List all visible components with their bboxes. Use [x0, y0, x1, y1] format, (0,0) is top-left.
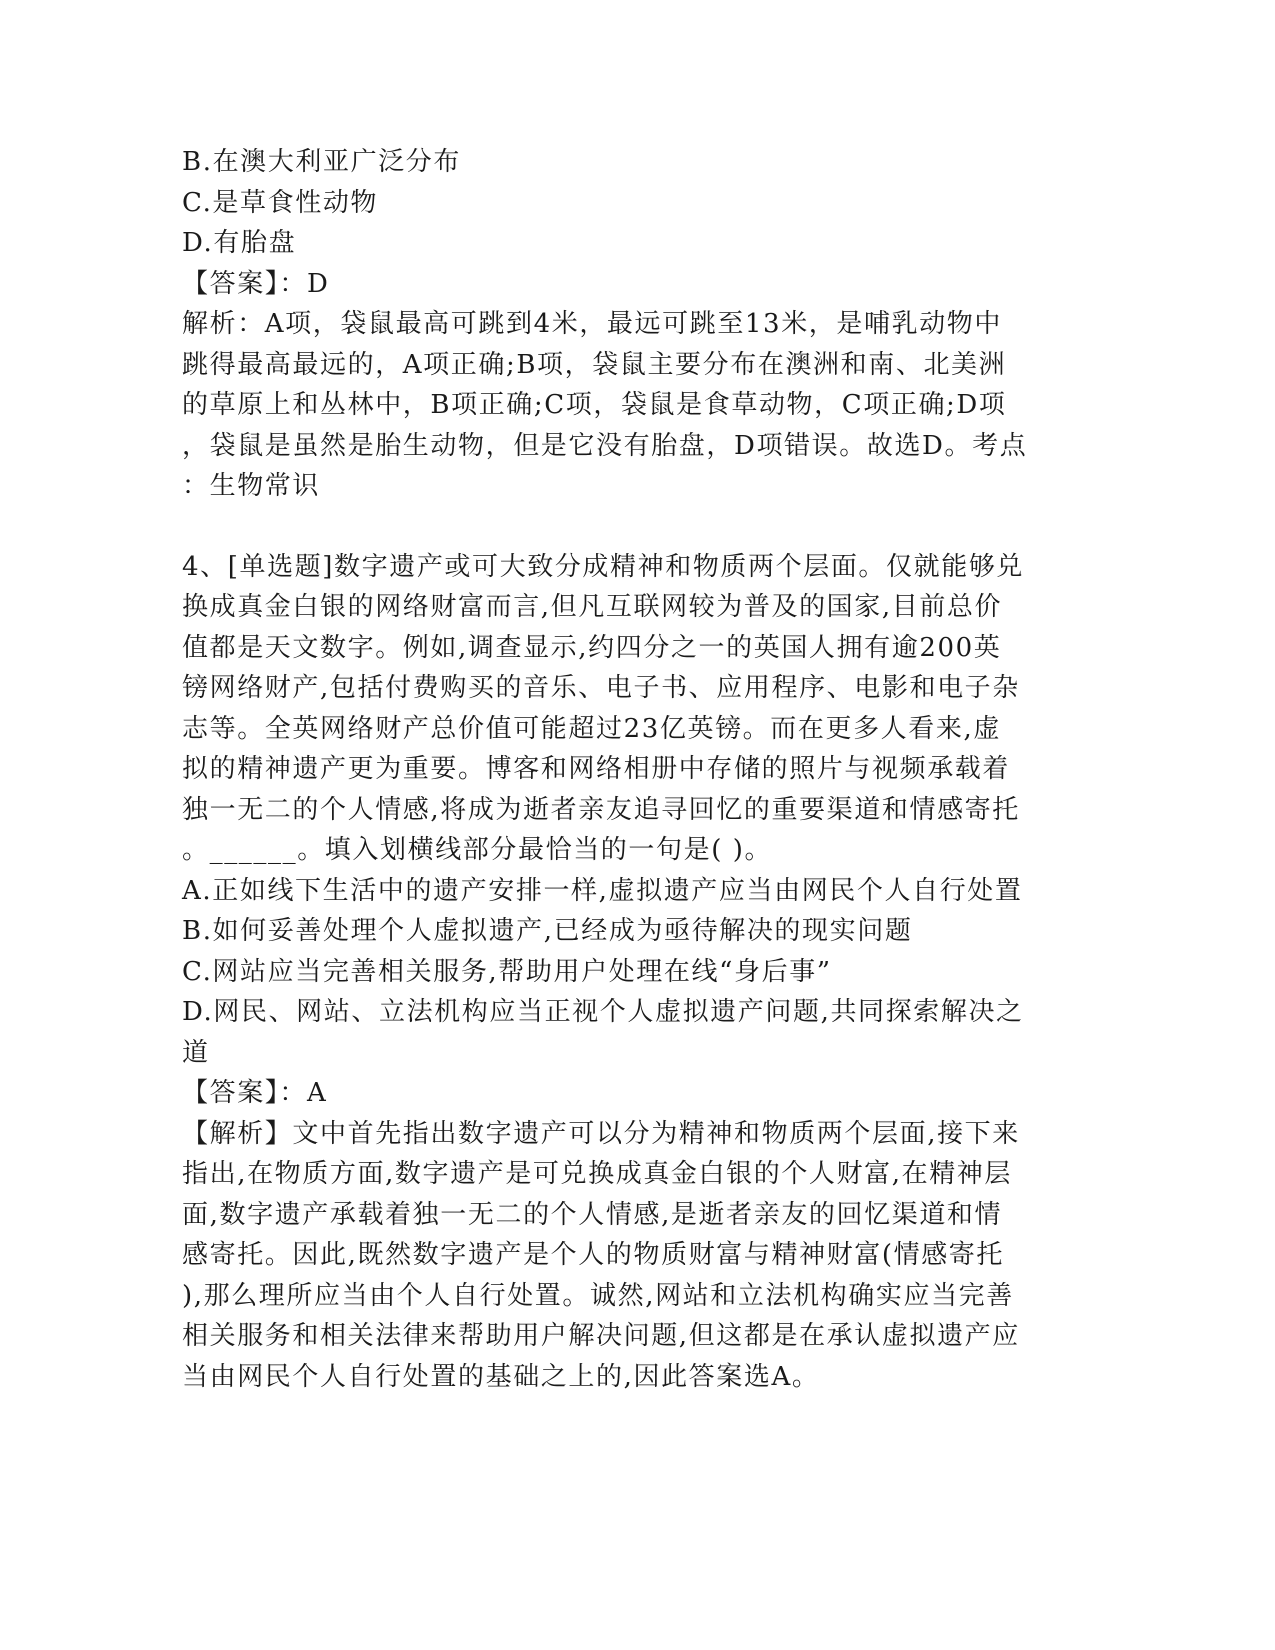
- document-page: [182, 142, 1087, 1397]
- question-4-block: [182, 547, 1087, 1398]
- q3-analysis-line: 的草原上和丛林中，B项正确;C项，袋鼠是食草动物，C项正确;D项: [182, 390, 1007, 420]
- q4-stem-line: 4、[单选题]数字遗产或可大致分成精神和物质两个层面。仅就能够兑: [182, 551, 1025, 582]
- q4-answer: 【答案】：A: [182, 1078, 328, 1108]
- q4-analysis-line: 【解析】文中首先指出数字遗产可以分为精神和物质两个层面,接下来: [182, 1118, 1020, 1149]
- q3-analysis-line: 解析：A项，袋鼠最高可跳到4米，最远可跳至13米，是哺乳动物中: [182, 309, 1003, 339]
- q4-stem-line: 独一无二的个人情感,将成为逝者亲友追寻回忆的重要渠道和情感寄托: [182, 794, 1020, 825]
- q4-option-c: C.网站应当完善相关服务,帮助用户处理在线“身后事”: [182, 956, 832, 987]
- q4-analysis-line: 面,数字遗产承载着独一无二的个人情感,是逝者亲友的回忆渠道和情: [182, 1199, 1003, 1230]
- q4-stem-line: 。______。填入划横线部分最恰当的一句是( )。: [182, 835, 773, 865]
- q3-analysis-line: 跳得最高最远的，A项正确;B项，袋鼠主要分布在澳洲和南、北美洲: [182, 349, 1007, 380]
- q4-option-d-continued: 道: [182, 1037, 210, 1068]
- q3-answer: 【答案】：D: [182, 268, 330, 299]
- question-3-block: [182, 142, 1087, 507]
- q3-option-c: C.是草食性动物: [182, 187, 379, 218]
- q4-stem-line: 拟的精神遗产更为重要。博客和网络相册中存储的照片与视频承载着: [182, 754, 1011, 784]
- q4-stem-line: 换成真金白银的网络财富而言,但凡互联网较为普及的国家,目前总价: [182, 592, 1003, 622]
- q4-stem-line: 值都是天文数字。例如,调查显示,约四分之一的英国人拥有逾200英: [182, 632, 1002, 663]
- q4-option-a: A.正如线下生活中的遗产安排一样,虚拟遗产应当由网民个人自行处置: [182, 875, 1023, 906]
- q4-option-d: D.网民、网站、立法机构应当正视个人虚拟遗产问题,共同探索解决之: [182, 997, 1024, 1027]
- q4-analysis-line: 当由网民个人自行处置的基础之上的,因此答案选A。: [182, 1361, 820, 1392]
- q3-option-b: B.在澳大利亚广泛分布: [182, 147, 461, 177]
- q3-option-d: D.有胎盘: [182, 228, 297, 258]
- q4-analysis-line: 相关服务和相关法律来帮助用户解决问题,但这都是在承认虚拟遗产应: [182, 1321, 1020, 1351]
- q3-analysis-line: ：生物常识: [182, 471, 321, 501]
- q3-analysis-line: ，袋鼠是虽然是胎生动物，但是它没有胎盘，D项错误。故选D。考点: [182, 430, 1028, 461]
- section-spacer: [182, 507, 1087, 547]
- q4-stem-line: 志等。全英网络财产总价值可能超过23亿英镑。而在更多人看来,虚: [182, 713, 1001, 744]
- q4-analysis-line: 感寄托。因此,既然数字遗产是个人的物质财富与精神财富(情感寄托: [182, 1240, 1005, 1270]
- q4-stem-line: 镑网络财产,包括付费购买的音乐、电子书、应用程序、电影和电子杂: [182, 673, 1020, 703]
- q4-option-b: B.如何妥善处理个人虚拟遗产,已经成为亟待解决的现实问题: [182, 916, 913, 946]
- q4-analysis-line: 指出,在物质方面,数字遗产是可兑换成真金白银的个人财富,在精神层: [182, 1159, 1012, 1189]
- q4-analysis-line: ),那么理所应当由个人自行处置。诚然,网站和立法机构确实应当完善: [182, 1280, 1014, 1311]
